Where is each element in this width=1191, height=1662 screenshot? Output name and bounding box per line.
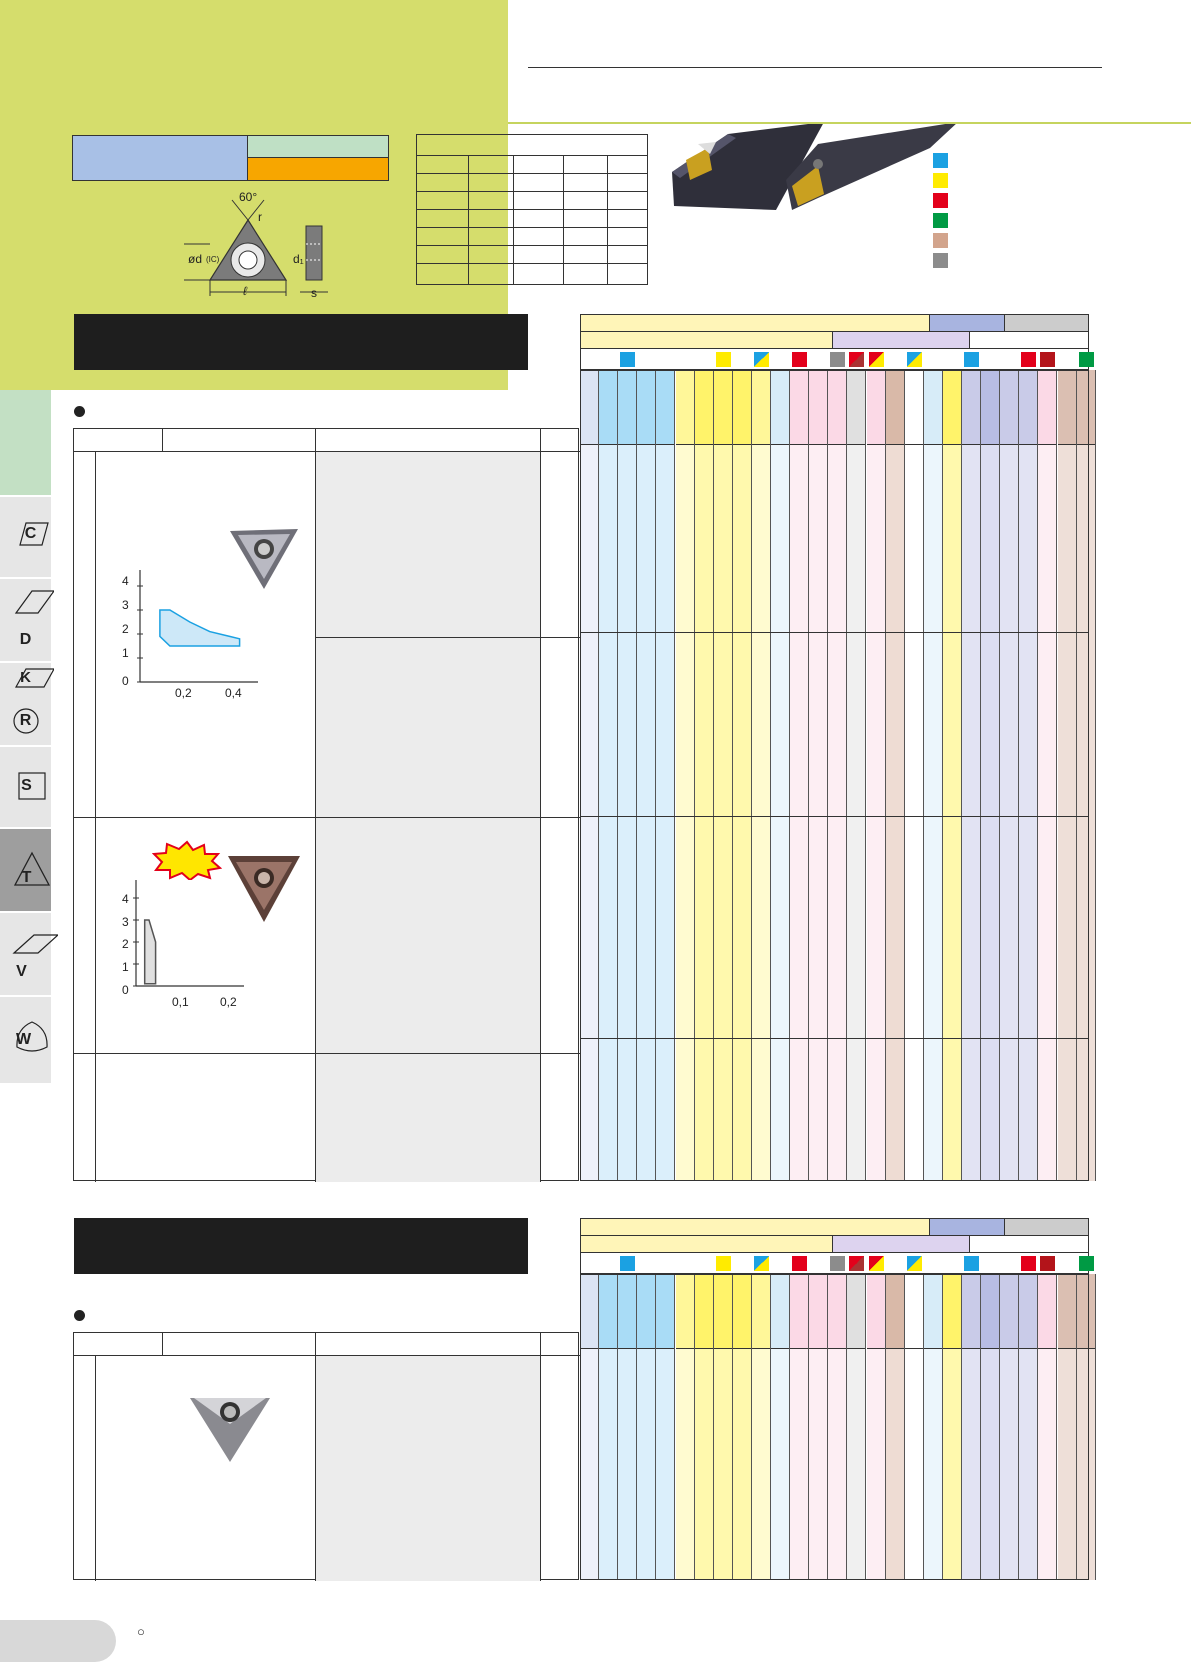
grid-subheader-yellow: [580, 331, 833, 349]
grade-marker: [849, 1256, 864, 1271]
grid-subheader-white: [969, 331, 1089, 349]
side-tab-label: R: [19, 712, 32, 729]
grade-marker: [907, 352, 922, 367]
grade-marker: [792, 1256, 807, 1271]
hole-label: d₁: [293, 252, 304, 266]
header-rule: [528, 67, 1102, 68]
grade-marker: [869, 352, 884, 367]
grade-marker: [1079, 352, 1094, 367]
grade-marker: [1021, 1256, 1036, 1271]
chart2-xtick: 0,2: [220, 995, 237, 1009]
grade-marker: [849, 352, 864, 367]
angle-label: 60°: [239, 190, 258, 204]
side-tab-d[interactable]: [0, 579, 51, 661]
section-2-table: [73, 1332, 579, 1580]
grade-marker: [620, 352, 635, 367]
dimension-table: [416, 134, 648, 285]
grid-header-yellow: [580, 314, 930, 332]
legend-swatch-red: [933, 193, 948, 208]
side-tab-c[interactable]: [0, 497, 51, 577]
grade-marker: [830, 352, 845, 367]
new-star-badge: [152, 840, 222, 880]
grade-marker: [716, 1256, 731, 1271]
inscribed-label: ød: [188, 252, 203, 266]
chart1-ytick: 4: [122, 574, 129, 588]
grade-marker: [1021, 352, 1036, 367]
grid-subheader-lavender: [832, 1235, 970, 1253]
legend-swatch-blue: [933, 153, 948, 168]
length-label: ℓ: [243, 284, 247, 298]
grade-marker: [964, 1256, 979, 1271]
side-tab-w[interactable]: [0, 997, 51, 1083]
chart1-ytick: 0: [122, 674, 129, 688]
grade-marker: [716, 352, 731, 367]
side-tab-s[interactable]: [0, 747, 51, 827]
chart1-xtick: 0,2: [175, 686, 192, 700]
inscribed-suffix: (IC): [206, 255, 220, 264]
legend-swatch-brown: [933, 233, 948, 248]
chart-1: [118, 570, 258, 700]
info-box-blue: [72, 135, 249, 181]
side-tab-t[interactable]: [0, 829, 51, 911]
insert-image-3: [188, 1394, 272, 1464]
grid-header-blue: [929, 314, 1005, 332]
grade-marker: [754, 1256, 769, 1271]
chart1-ytick: 3: [122, 598, 129, 612]
grade-marker: [754, 352, 769, 367]
grade-marker: [1079, 1256, 1094, 1271]
grid-header-yellow: [580, 1218, 930, 1236]
legend-swatch-yellow: [933, 173, 948, 188]
chart2-ytick: 2: [122, 937, 129, 951]
grid-header-gray: [1004, 314, 1089, 332]
chart-region: [160, 610, 240, 646]
page-number-tab: [0, 1620, 116, 1662]
side-tab-label: V: [16, 963, 27, 980]
side-tab-label: W: [15, 1031, 32, 1048]
chart-region: [145, 920, 156, 984]
grade-marker: [907, 1256, 922, 1271]
chart2-ytick: 4: [122, 892, 129, 906]
grade-marker: [1040, 1256, 1055, 1271]
chart1-ytick: 2: [122, 622, 129, 636]
chart1-xtick: 0,4: [225, 686, 242, 700]
section-1-title-bar: [74, 314, 528, 370]
grade-marker: [830, 1256, 845, 1271]
legend-swatch-green: [933, 213, 948, 228]
grid-subheader-lavender: [832, 331, 970, 349]
rhombus-icon: [14, 587, 54, 617]
grade-marker: [1040, 352, 1055, 367]
grade-marker: [792, 352, 807, 367]
side-tab-v[interactable]: [0, 913, 51, 995]
bullet: [74, 1310, 85, 1321]
info-box-orange: [247, 157, 389, 181]
side-tab-label: D: [19, 631, 32, 648]
side-tab-kr[interactable]: [0, 663, 51, 745]
grade-marker: [620, 1256, 635, 1271]
grid-subheader-white: [969, 1235, 1089, 1253]
legend-swatch-gray: [933, 253, 948, 268]
rhombus-icon: [12, 933, 58, 955]
grid-header-gray: [1004, 1218, 1089, 1236]
chart1-ytick: 1: [122, 646, 129, 660]
chart2-ytick: 3: [122, 915, 129, 929]
grade-marker: [869, 1256, 884, 1271]
grade-marker: [964, 352, 979, 367]
side-tab-top[interactable]: [0, 390, 51, 495]
chart2-ytick: 1: [122, 960, 129, 974]
grade-grid-2: [580, 1218, 1089, 1580]
bullet: [74, 406, 85, 417]
radius-label: r: [258, 210, 262, 224]
chart-2: [118, 880, 258, 1000]
footer-symbol: ○: [137, 1624, 145, 1639]
info-box-mint: [247, 135, 389, 159]
grade-grid-1: [580, 314, 1089, 1181]
thickness-label: s: [311, 286, 317, 300]
grid-subheader-yellow: [580, 1235, 833, 1253]
section-2-title-bar: [74, 1218, 528, 1274]
chart2-ytick: 0: [122, 983, 129, 997]
side-tab-label: S: [21, 777, 32, 794]
section-1-table: [73, 428, 579, 1181]
side-tab-label: K: [20, 669, 31, 686]
grid-header-blue: [929, 1218, 1005, 1236]
side-tab-label: T: [21, 869, 32, 886]
side-tab-label: C: [24, 525, 37, 542]
tool-holder-image: [668, 124, 968, 216]
chart2-xtick: 0,1: [172, 995, 189, 1009]
